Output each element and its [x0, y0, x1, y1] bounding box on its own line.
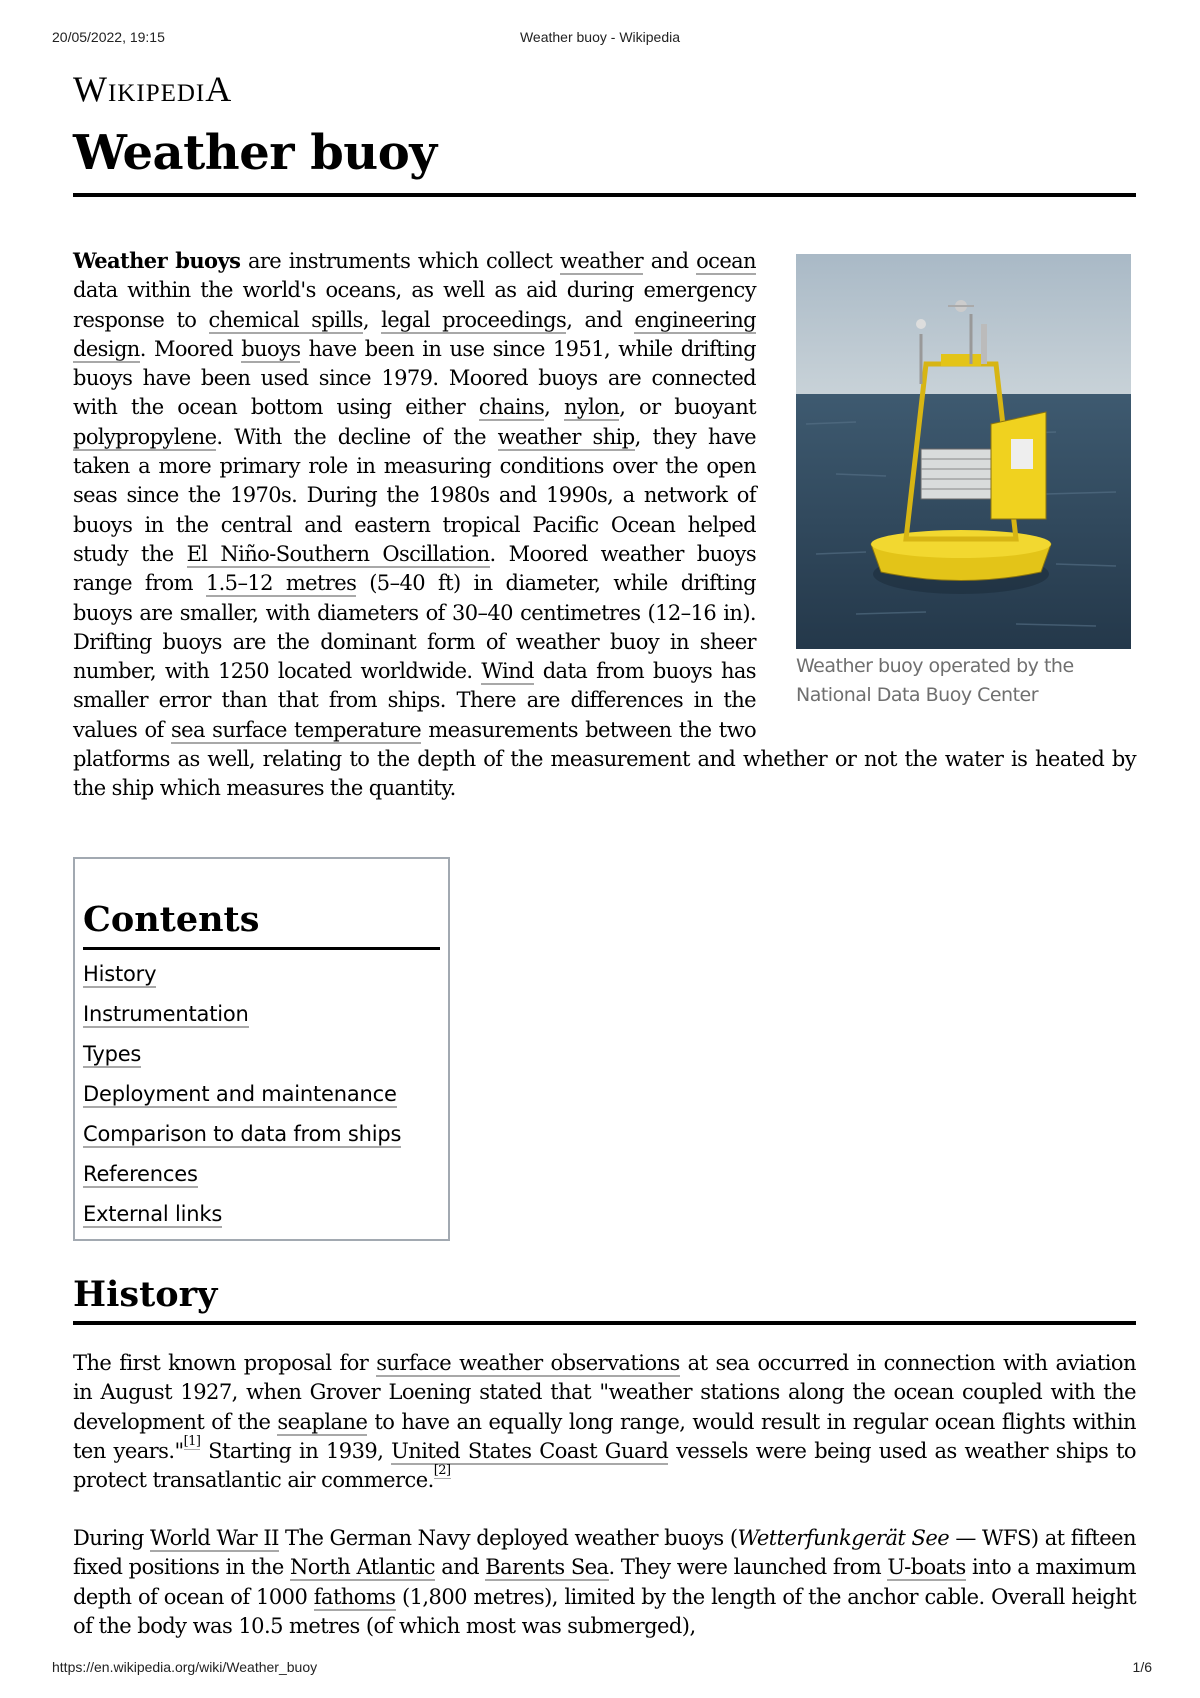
text-run: (1,800 metres), limited by the length of the anchor cable. Overall height of the body was 10.5 metres (of which most was submerged),: [73, 1584, 1136, 1638]
link-north-atlantic[interactable]: North Atlantic: [289, 1555, 435, 1580]
text-run: to have an equally long range, would result in regular ocean flights within ten years.": [73, 1409, 1136, 1463]
link-weather-ship[interactable]: weather ship: [497, 424, 635, 449]
print-page-number: 1/6: [1132, 1659, 1152, 1675]
text-run: (5–40 ft) in diameter, while drifting buoys are smaller, with diameters of 30–40 centimetres (12–16 in). Drifting buoys are the dominant form of weather buoy in sheer number, with 1250 located worldwide.: [73, 571, 756, 684]
toc-item-references[interactable]: [83, 1159, 401, 1199]
section-heading-history: History: [73, 1274, 218, 1315]
toc-item-instrumentation[interactable]: [83, 999, 401, 1039]
toc-item-types[interactable]: [83, 1039, 401, 1079]
link-legal-proceedings[interactable]: legal proceedings: [381, 307, 567, 332]
print-footer: [0, 1659, 1200, 1679]
table-of-contents: [73, 857, 450, 1241]
text-run: , they have taken a more primary role in measuring conditions over the open seas since the 1970s. During the 1980s and 1990s, a network of buoys in the central and eastern tropical Pacific Ocean helped study the: [73, 424, 756, 566]
toc-item-label[interactable]: Deployment and maintenance: [83, 1082, 397, 1106]
toc-item-history[interactable]: [83, 959, 401, 999]
print-header: [0, 29, 1200, 49]
history-paragraph-2: [73, 1524, 1136, 1641]
text-run: During: [73, 1526, 150, 1550]
text-run: measurements between the two platforms as well, relating to the depth of the measurement and whether or not the water is heated by the ship which measures the quantity.: [73, 717, 1136, 801]
text-run: Starting in 1939,: [200, 1438, 392, 1463]
text-run: and: [435, 1555, 486, 1580]
toc-item-label[interactable]: References: [83, 1162, 198, 1186]
print-url: https://en.wikipedia.org/wiki/Weather_buoy: [52, 1659, 318, 1675]
text-run: ,: [544, 395, 564, 420]
reference-1[interactable]: [1]: [183, 1433, 201, 1449]
link-seaplane[interactable]: seaplane: [277, 1409, 368, 1434]
toc-item-label[interactable]: Instrumentation: [83, 1002, 249, 1026]
infobox-caption: Weather buoy operated by the National Data Buoy Center: [796, 655, 1074, 706]
link-surface-weather-observations[interactable]: surface weather observations: [376, 1351, 680, 1375]
page-title: Weather buoy: [73, 125, 437, 181]
history-paragraph-1: [73, 1349, 1136, 1495]
link-el-nino[interactable]: El Niño-Southern Oscillation: [186, 541, 490, 566]
toc-item-external-links[interactable]: [83, 1199, 401, 1239]
toc-item-label[interactable]: External links: [83, 1202, 223, 1226]
text-run: into a maximum depth of ocean of 1000: [73, 1555, 1136, 1609]
toc-item-label[interactable]: History: [83, 962, 157, 986]
link-size-range[interactable]: 1.5–12 metres: [205, 571, 357, 596]
link-barents-sea[interactable]: Barents Sea: [485, 1555, 609, 1580]
link-polypropylene[interactable]: polypropylene: [73, 424, 217, 449]
text-run: — WFS) at fifteen fixed positions in the: [73, 1526, 1137, 1580]
text-run: and: [643, 249, 697, 273]
text-run: The first known proposal for: [73, 1351, 377, 1375]
reference-2[interactable]: [2]: [433, 1463, 451, 1479]
link-u-boats[interactable]: U-boats: [887, 1555, 966, 1580]
link-nylon[interactable]: nylon: [563, 395, 620, 420]
wikipedia-logo[interactable]: WIKIPEDIA: [73, 69, 233, 109]
toc-item-comparison[interactable]: [83, 1119, 401, 1159]
text-run: , or buoyant: [619, 395, 756, 420]
weather-buoy-photo[interactable]: [796, 254, 1131, 649]
toc-item-deployment[interactable]: [83, 1079, 401, 1119]
link-chemical-spills[interactable]: chemical spills: [208, 307, 363, 332]
toc-divider: [83, 947, 440, 950]
text-run: . Moored weather buoys range from: [73, 541, 756, 596]
italic-term: Wetterfunkgerät See: [737, 1526, 950, 1550]
link-fathoms[interactable]: fathoms: [313, 1584, 396, 1609]
toc-title: Contents: [83, 899, 260, 940]
link-weather[interactable]: weather: [559, 249, 644, 273]
link-us-coast-guard[interactable]: United States Coast Guard: [391, 1438, 669, 1463]
text-run: are instruments which collect: [240, 249, 560, 273]
section-divider: [73, 1321, 1136, 1325]
bold-term: Weather buoys: [73, 248, 241, 273]
toc-list: [83, 959, 401, 1239]
infobox: [796, 254, 1136, 710]
text-run: . With the decline of the: [216, 424, 498, 449]
text-run: at sea occurred in connection with aviation in August 1927, when Grover Loening stated that "weather stations along the ocean coupled with the development of the: [73, 1351, 1136, 1434]
toc-item-label[interactable]: Types: [83, 1042, 142, 1066]
text-run: , and: [566, 307, 635, 332]
link-chains[interactable]: chains: [478, 395, 545, 420]
text-run: . Moored: [139, 336, 242, 361]
link-engineering-design[interactable]: engineering design: [73, 307, 756, 361]
link-buoys[interactable]: buoys: [241, 336, 301, 361]
text-run: vessels were being used as weather ships to protect transatlantic air commerce.: [73, 1438, 1136, 1493]
text-run: . They were launched from: [608, 1555, 888, 1580]
link-ocean[interactable]: ocean: [696, 249, 756, 273]
text-run: have been in use since 1951, while drifting buoys have been used since 1979. Moored buoys are connected with the ocean bottom using either: [73, 336, 756, 420]
link-sea-surface-temperature[interactable]: sea surface temperature: [170, 717, 422, 742]
text-run: The German Navy deployed weather buoys (: [278, 1526, 738, 1550]
link-wind[interactable]: Wind: [481, 659, 534, 684]
toc-item-label[interactable]: Comparison to data from ships: [83, 1122, 402, 1146]
lead-paragraph: [73, 246, 1136, 804]
text-run: data within the world's oceans, as well as aid during emergency response to: [73, 278, 756, 332]
print-tab-title: Weather buoy - Wikipedia: [519, 29, 681, 45]
link-world-war-ii[interactable]: World War II: [150, 1526, 279, 1550]
title-divider: [73, 193, 1136, 197]
text-run: ,: [362, 307, 382, 332]
text-run: data from buoys has smaller error than that from ships. There are differences in the values of: [73, 659, 756, 742]
print-datetime: 20/05/2022, 19:15: [52, 29, 165, 45]
